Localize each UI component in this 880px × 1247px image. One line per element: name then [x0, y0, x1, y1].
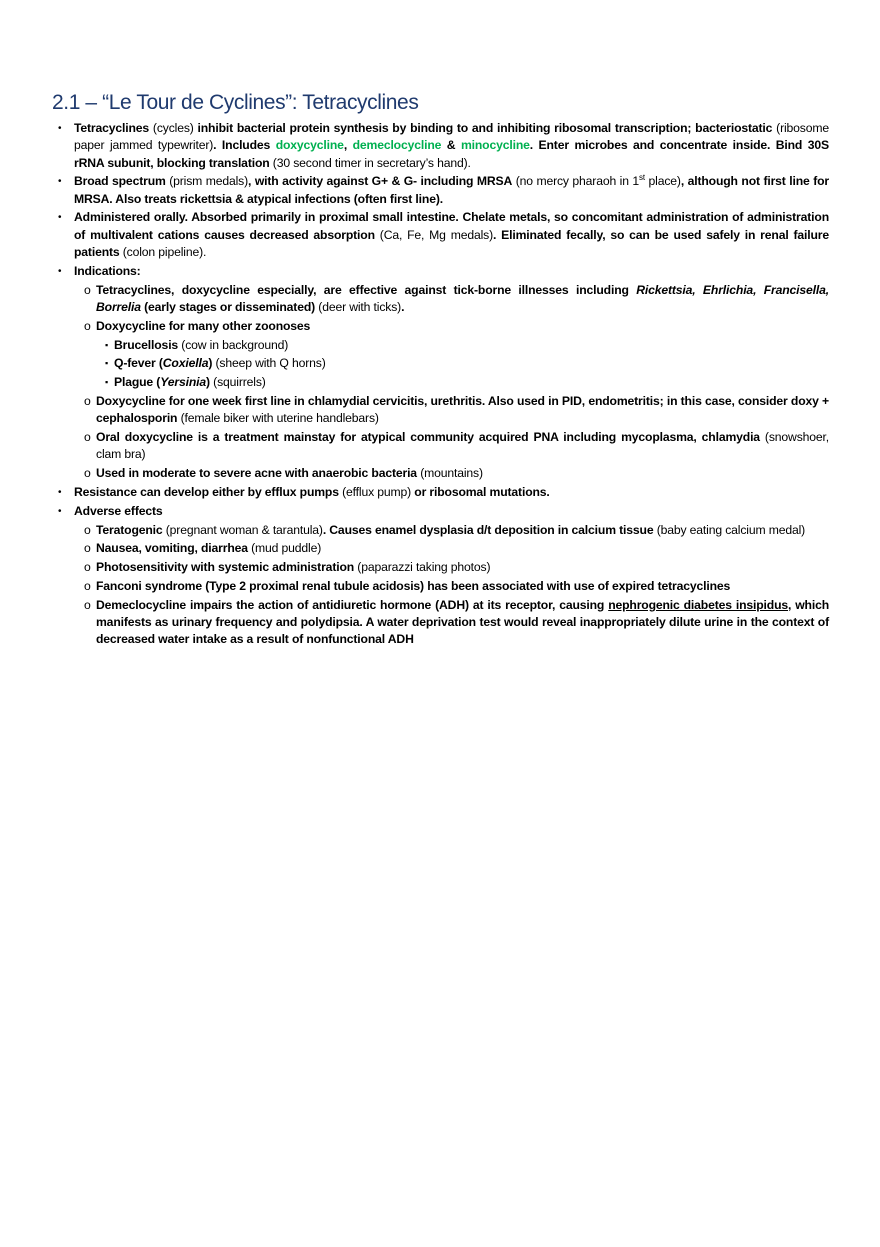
text-run: Adverse effects: [74, 503, 163, 518]
text-run: nephrogenic diabetes insipidus: [608, 597, 788, 612]
bullet-marker-icon: •: [58, 123, 62, 134]
drug-name: doxycycline: [275, 138, 344, 153]
text-run: Resistance can develop either by efflux pumps: [74, 484, 339, 499]
bullet-marker-icon: o: [84, 282, 91, 297]
bullet-marker-icon: ▪: [105, 339, 109, 350]
text-run: Yersinia: [160, 375, 206, 390]
bullet-marker-icon: •: [58, 212, 62, 224]
text-run: (no mercy pharaoh in 1: [512, 174, 640, 189]
text-run: &: [441, 138, 461, 153]
text-run: Brucellosis: [114, 337, 179, 352]
text-run: (female biker with uterine handlebars): [177, 411, 379, 426]
text-run: (snowshoer, clam bra): [96, 430, 829, 462]
list-item: [52, 578, 829, 595]
text-run: (colon pipeline).: [119, 245, 207, 260]
text-run: Photosensitivity with systemic administration: [96, 560, 355, 575]
bullet-marker-icon: •: [58, 265, 62, 277]
list-item: [52, 597, 829, 649]
text-run: inhibit bacterial protein synthesis by binding to and inhibiting ribosomal transcription; bacteriostatic: [197, 121, 773, 135]
list-item: [52, 337, 829, 354]
bullet-marker-icon: o: [84, 318, 91, 333]
drug-name: minocycline: [460, 138, 530, 153]
list-item: [52, 173, 829, 208]
text-run: (cow in background): [178, 337, 289, 352]
text-run: . Causes enamel dysplasia d/t deposition in calcium tissue: [322, 522, 654, 537]
text-run: , although not first line for MRSA. Also treats rickettsia & atypical infections (often first line).: [74, 174, 830, 206]
text-run: Fanconi syndrome (Type 2 proximal renal tubule acidosis) has been associated with use of expired tetracyclines: [96, 578, 731, 593]
drug-name: demeclocycline: [352, 138, 442, 153]
text-run: (mountains): [416, 466, 483, 481]
text-run: place): [644, 174, 681, 189]
list-item: [52, 209, 829, 261]
bullet-marker-icon: •: [58, 505, 62, 517]
text-run: Rickettsia, Ehrlichia, Francisella, Borrelia: [96, 282, 829, 314]
bullet-marker-icon: o: [84, 578, 91, 593]
list-item: [52, 355, 829, 372]
bullet-marker-icon: o: [84, 597, 91, 612]
text-run: (Ca, Fe, Mg medals): [374, 227, 494, 242]
list-item: [52, 393, 829, 428]
bullet-marker-icon: ▪: [105, 377, 109, 388]
text-run: ): [208, 356, 213, 371]
text-run: (sheep with Q horns): [212, 356, 326, 371]
text-run: Tetracyclines, doxycycline especially, are effective against tick-borne illnesses including: [96, 282, 637, 297]
list-item: [52, 540, 829, 557]
text-run: Used in moderate to severe acne with anaerobic bacteria: [96, 466, 417, 481]
text-run: ): [206, 375, 210, 390]
text-run: Demeclocycline impairs the action of antidiuretic hormone (ADH) at its receptor, causing: [96, 597, 609, 612]
text-run: Coxiella: [162, 356, 209, 371]
text-run: . Enter microbes and concentrate inside. Bind 30S rRNA subunit, blocking translation: [74, 138, 829, 170]
text-run: (squirrels): [209, 375, 266, 390]
bullet-list: [52, 120, 829, 650]
text-run: . Eliminated fecally, so can be used safely in renal failure patients: [74, 227, 829, 260]
text-run: Doxycycline for one week first line in chlamydial cervicitis, urethritis. Also used in PID, endometritis; in this case, consider doxy + cephalosporin: [96, 393, 829, 426]
bullet-marker-icon: ▪: [105, 358, 109, 369]
text-run: (cycles): [149, 121, 198, 135]
bullet-marker-icon: •: [58, 176, 62, 188]
text-run: Q-fever (: [114, 356, 163, 371]
list-item: [52, 429, 829, 464]
text-run: (paparazzi taking photos): [354, 560, 491, 575]
text-run: ,: [343, 138, 353, 153]
text-run: (prism medals): [165, 174, 249, 189]
text-run: (early stages or disseminated): [140, 299, 316, 314]
list-item: [52, 465, 829, 482]
bullet-marker-icon: o: [84, 522, 91, 537]
text-run: Indications:: [74, 263, 141, 278]
list-item: [52, 282, 829, 317]
list-item: [52, 559, 829, 576]
text-run: (pregnant woman & tarantula): [162, 522, 323, 537]
text-run: Broad spectrum: [74, 174, 166, 189]
list-item: [52, 503, 829, 520]
text-run: (30 second timer in secretary’s hand).: [269, 155, 471, 170]
text-run: Oral doxycycline is a treatment mainstay for atypical community acquired PNA including mycoplasma, chlamydia: [96, 430, 760, 445]
text-run: , which manifests as urinary frequency and polydipsia. A water deprivation test would reveal inappropriately dilute urine in the context of decreased water intake as a result of nonfunctional ADH: [96, 597, 829, 647]
list-item: [52, 120, 829, 172]
text-run: Doxycycline for many other zoonoses: [96, 318, 311, 333]
text-run: or ribosomal mutations.: [414, 484, 550, 499]
text-run: (efflux pump): [338, 484, 415, 499]
text-run: Administered orally. Absorbed primarily in proximal small intestine. Chelate metals, so concomitant administration of administration of multivalent cations causes decreased absorption: [74, 210, 829, 242]
list-item: [52, 484, 829, 501]
section-title: 2.1 – “Le Tour de Cyclines”: Tetracyclines: [52, 91, 419, 114]
bullet-marker-icon: o: [84, 430, 91, 445]
text-run: (ribosome paper jammed typewriter): [74, 121, 829, 153]
list-item: [52, 374, 829, 391]
text-run: (baby eating calcium medal): [653, 522, 806, 537]
list-item: [52, 318, 829, 335]
bullet-marker-icon: o: [84, 560, 91, 575]
bullet-marker-icon: •: [58, 486, 62, 498]
text-run: .: [401, 299, 405, 314]
bullet-marker-icon: o: [84, 393, 91, 408]
list-item: [52, 263, 829, 280]
text-run: Nausea, vomiting, diarrhea: [96, 541, 248, 556]
text-run: Plague (: [114, 375, 161, 390]
text-run: Tetracyclines: [74, 121, 150, 135]
text-run: st: [639, 173, 645, 183]
bullet-marker-icon: o: [84, 541, 91, 556]
text-run: . Includes: [213, 138, 276, 153]
bullet-marker-icon: o: [84, 466, 91, 481]
text-run: (deer with ticks): [315, 299, 402, 314]
list-item: [52, 522, 829, 539]
text-run: (mud puddle): [247, 541, 322, 556]
text-run: , with activity against G+ & G- including MRSA: [248, 174, 513, 189]
text-run: Teratogenic: [96, 522, 163, 537]
